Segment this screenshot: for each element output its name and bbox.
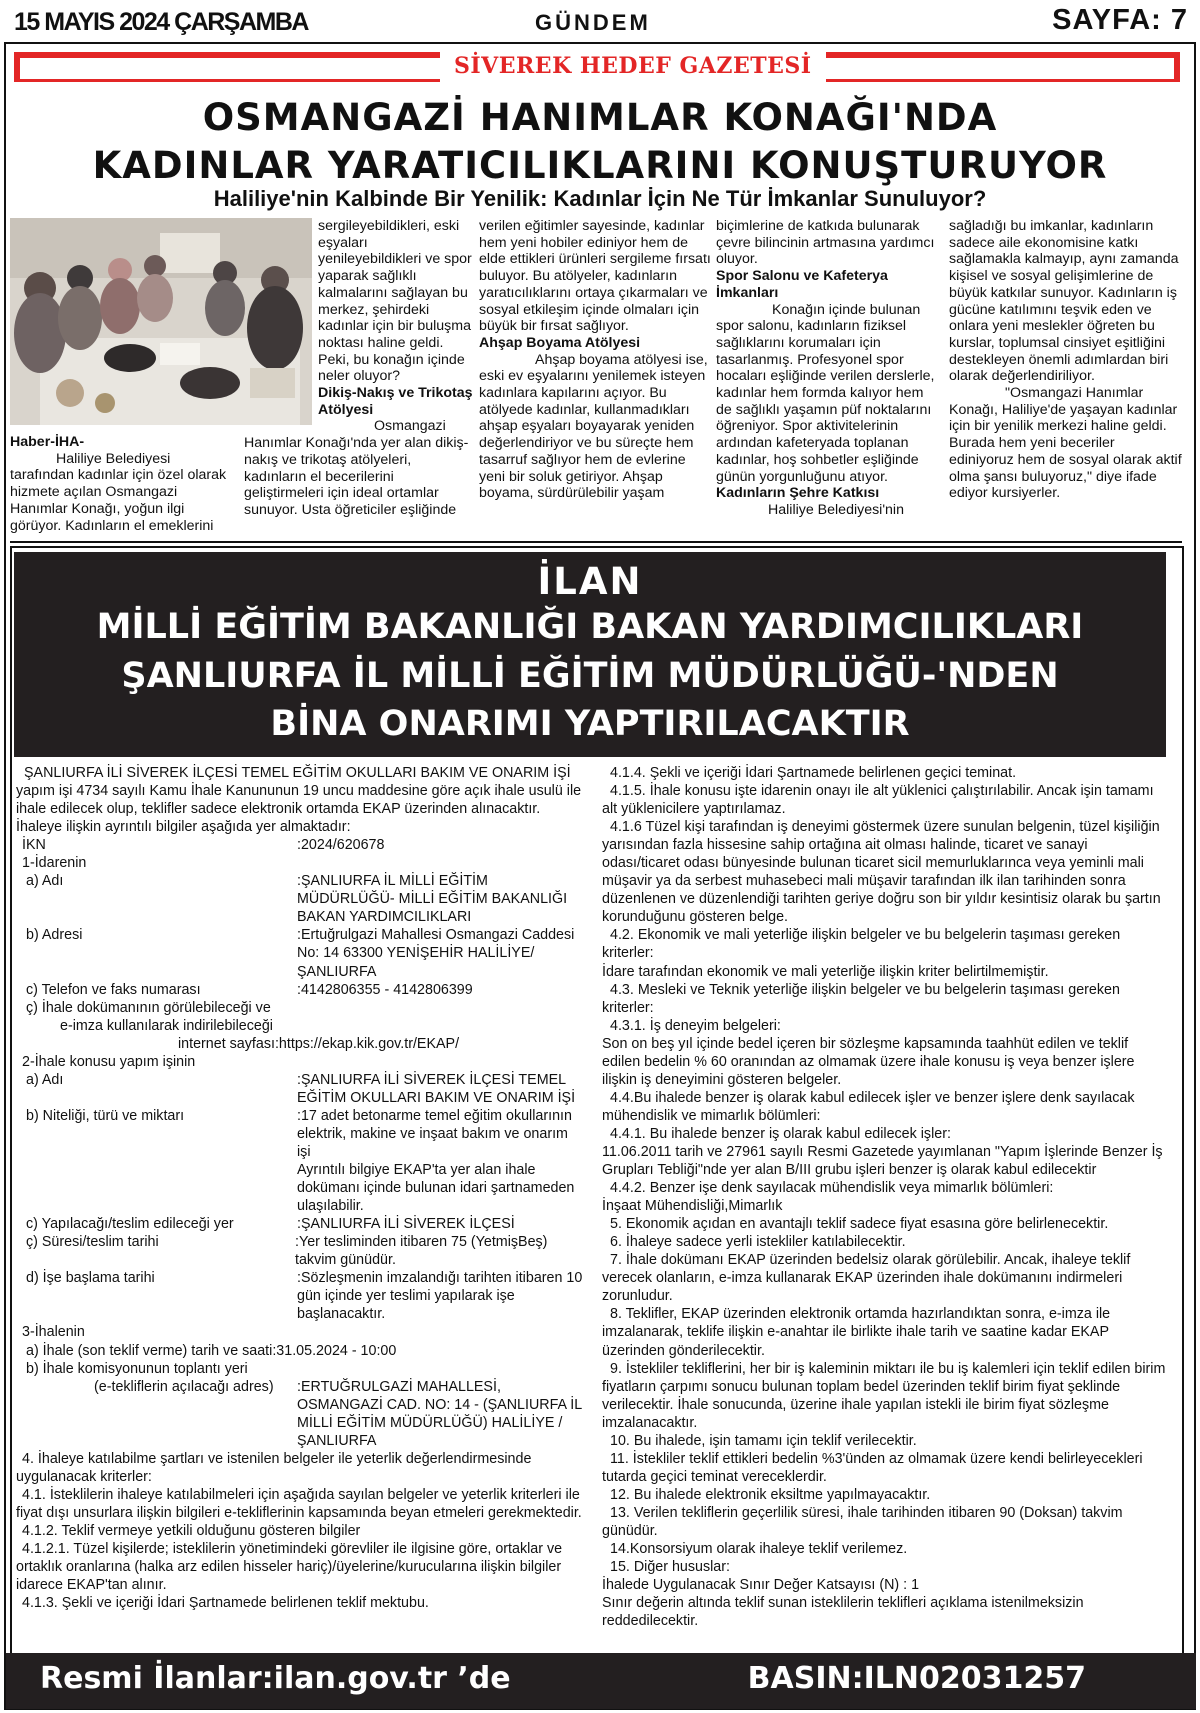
ad-field: a) Adı :ŞANLIURFA İLİ SİVEREK İLÇESİ TEMEL EĞİTİM OKULLARI BAKIM VE ONARIM İŞİ [26,1071,576,1106]
headline-line-1: OSMANGAZİ HANIMLAR KONAĞI'NDA [202,96,998,139]
masthead-title: SİVEREK HEDEF GAZETESİ [440,49,826,83]
ad-text: 4.1.5. İhale konusu işte idarenin onayı ile alt yüklenici çalıştırılabilir. Ancak işin tamamı alt yüklenicilere yaptırılamaz. [602,783,1154,818]
masthead-bar [14,52,1180,82]
ad-text: 8. Teklifler, EKAP üzerinden elektronik ortamda hazırlandıktan sonra, e-imza ile imzalanarak, teklife ilişkin e-anahtar ile birlikte ihale tarih ve saatine kadar EKAP üzerinden gönderilecektir. [602,1306,1111,1359]
ad-field: ç) Süresi/teslim tarihi :Yer tesliminden itibaren 75 (YetmişBeş) takvim günüdür. [26,1234,548,1269]
ad-column-left [16,764,584,1612]
ad-title: İLAN [537,560,643,603]
article-text: "Osmangazi Hanımlar Konağı, Haliliye'de yaşayan kadınlar için bir yenilik merkezi haline geldi. Burada hem yeni beceriler ediniyoruz hem de sosyal olarak aktif olma şansı buluyoruz," diye ifade ediyor kursiyerler. [949,385,1182,502]
ad-text: ç) İhale dokümanının görülebileceği ve [26,999,271,1016]
ad-banner [14,552,1166,757]
footer-bar [6,1653,1196,1709]
article-column-1 [10,434,232,534]
ad-text: İhalede Uygulanacak Sınır Değer Katsayısı (N) : 1 [602,1577,920,1594]
article-text: verilen eğitimler sayesinde, kadınlar hem yeni hobiler ediniyor hem de elde ettikleri ürünleri sergileme fırsatı buluyor. Bu atölyeler, kadınların yaratıcılıklarını ortaya çıkarmaları ve sosyal etkileşim içinde olmaları için büyük bir fırsat sağlıyor. [479,218,711,335]
ad-text: 4.4.Bu ihalede benzer iş olarak kabul edilecek işler ve benzer işlere denk sayılacak mühendislik ve mimarlık bölümleri: [602,1089,1135,1124]
ad-intro: ŞANLIURFA İLİ SİVEREK İLÇESİ TEMEL EĞİTİM OKULLARI BAKIM VE ONARIM İŞİ yapım işi 4734 sayılı Kamu İhale Kanununun 19 uncu maddesine göre açık ihale usulü ile ihale edilecek olup, teklifler sadece elektronik ortamda EKAP üzerinden alınacaktır. İhaleye ilişkin ayrıntılı bilgiler aşağıda yer almaktadır: [16,765,582,836]
ad-text: İnşaat Mühendisliği,Mimarlık [602,1198,783,1215]
ad-text: Ayrıntılı bilgiye EKAP'ta yer alan ihale dokümanı içinde bulunan idari şartnameden ulaşılabilir. [297,1162,575,1215]
ad-text: 5. Ekonomik açıdan en avantajlı teklif sadece fiyat esasına göre belirlenecektir. [610,1216,1109,1233]
footer-basin-code: BASIN:ILN02031257 [747,1661,1086,1696]
ad-column-right [602,764,1167,1630]
ad-field: b) Niteliği, türü ve miktarı :17 adet betonarme temel eğitim okullarının elektrik, makine ve inşaat bakım ve onarım işi [26,1107,572,1160]
ad-field: d) İşe başlama tarihi :Sözleşmenin imzalandığı tarihten itibaren 10 gün içinde yer teslimi yapılarak işe başlanacaktır. [26,1270,583,1323]
article-text: biçimlerine de katkıda bulunarak çevre bilincinin artmasına yardımcı oluyor. [716,218,935,268]
ad-text: internet sayfası:https://ekap.kik.gov.tr/EKAP/ [178,1035,460,1052]
ad-text: 4. İhaleye katılabilme şartları ve istenilen belgeler ile yeterlik değerlendirmesinde uygulanacak kriterler: [16,1450,532,1485]
ad-text: 12. Bu ihalede elektronik eksiltme yapılmayacaktır. [610,1486,931,1503]
ad-section: 3-İhalenin [22,1324,85,1341]
subheading: Ahşap Boyama Atölyesi [479,334,641,351]
article-text: Ahşap boyama atölyesi ise, eski ev eşyalarını yenilemek isteyen kadınlara kapılarını açıyor. Bu atölyede kadınlar, kullanmadıkları ahşap eşyaları boyayarak yeniden değerlendiriyor ve bu süreçte hem tasarruf sağlıyor hem de evlerine yeni bir soluk getiriyor. Ahşap boyama, sürdürülebilir yaşam [479,351,708,502]
article-text: sağladığı bu imkanlar, kadınların sadece aile ekonomisine katkı sağlamakla kalmayıp, aynı zamanda kişisel ve sosyal gelişimlerine de büyük katkılar sunuyor. Kadınların iş gücüne katılımını teşvik eden ve onlara yeni meslekler öğreten bu kurslar, toplumsal cinsiyet eşitliğini destekleyen önemli adımlardan biri olarak değerlendiriliyor. [949,218,1179,385]
ad-text: 15. Diğer hususlar: [610,1559,730,1576]
ad-text: 4.4.2. Benzer işe denk sayılacak mühendislik veya mimarlık bölümleri: [610,1180,1054,1197]
ad-text: 10. Bu ihalede, işin tamamı için teklif verilecektir. [610,1432,917,1449]
article-column-4 [716,218,939,519]
ad-field: c) Telefon ve faks numarası :4142806355 - 4142806399 [26,981,473,998]
article-column-5 [949,218,1183,502]
top-bar [0,0,1200,40]
ad-text: 4.1.2.1. Tüzel kişilerde; isteklilerin yönetimindeki görevliler ile ilgisine göre, ortaklar ve ortaklık oranlarına (halka arz edilen hisseler hariç)/üyelerine/kurucularına ilişkin bilgiler idarece EKAP'tan alınır. [16,1541,563,1594]
divider [10,541,1182,543]
ad-text: Sınır değerin altında teklif sunan isteklilerin teklifleri açıklama istenilmeksizin reddedilecektir. [602,1595,1084,1630]
ad-text: e-imza kullanılarak indirilebileceği [60,1017,273,1034]
ad-text: 4.2. Ekonomik ve mali yeterliğe ilişkin belgeler ve bu belgelerin taşıması gereken kriterler: [602,927,1121,962]
subheading: Spor Salonu ve Kafeterya İmkanları [716,268,888,301]
subheading: Kadınların Şehre Katkısı [716,485,880,502]
ad-text: İdare tarafından ekonomik ve mali yeterliğe ilişkin kriter belirtilmemiştir. [602,963,1049,980]
article-text: Haliliye Belediyesi'nin [768,501,904,518]
ad-text: a) İhale (son teklif verme) tarih ve saati:31.05.2024 - 10:00 [26,1342,397,1359]
subheading: Dikiş-Nakış ve Trikotaş Atölyesi [318,385,473,418]
ad-title-line-3: ŞANLIURFA İL MİLLİ EĞİTİM MÜDÜRLÜĞÜ-'NDEN [121,656,1059,696]
headline-line-2: KADINLAR YARATICILIKLARINI KONUŞTURUYOR [92,144,1108,187]
ad-title-line-4: BİNA ONARIMI YAPTIRILACAKTIR [270,704,910,744]
ad-text: Son on beş yıl içinde bedel içeren bir sözleşme kapsamında taahhüt edilen ve teklif edilen bedelin % 60 oranından az olmamak üzere ihale konusu iş veya benzer işlere ilişkin iş deneyimini gösteren belgeler. [602,1035,1135,1088]
ad-text: 9. İstekliler tekliflerini, her bir iş kaleminin miktarı ile bu iş kalemleri için teklif edilen birim fiyatların çarpımı sonucu bulunan toplam bedel üzerinden teklif birim fiyat şeklinde verilecektir. İhale sonucunda, üzerine ihale yapılan istekli ile birim fiyat sözleşme imzalanacaktır. [602,1360,1166,1431]
subheadline: Haliliye'nin Kalbinde Bir Yenilik: Kadınlar İçin Ne Tür İmkanlar Sunuluyor? [213,186,987,211]
ad-text: 4.1.2. Teklif vermeye yetkili olduğunu gösteren bilgiler [22,1522,361,1539]
byline: Haber-İHA- [10,434,85,450]
ad-section: 2-İhale konusu yapım işinin [22,1053,196,1070]
article-text: sergileyebildikleri, eski eşyaları yenileyebildikleri ve spor yaparak sağlıklı kalmalarını sağlayan bu merkez, şehirdeki kadınlar için bir buluşma noktası haline geldi. Peki, bu konağın içinde neler oluyor? [318,218,472,385]
ad-text: b) İhale komisyonunun toplantı yeri [26,1360,248,1377]
ad-field: a) Adı :ŞANLIURFA İL MİLLİ EĞİTİM MÜDÜRLÜĞÜ- MİLLİ EĞİTİM BAKANLIĞI BAKAN YARDIMCILIKLARI [26,873,568,926]
ad-text: 4.1.6 Tüzel kişi tarafından iş deneyimi göstermek üzere sunulan belgenin, tüzel kişiliğin yarısından fazla hissesine sahip ortağına ait olması halinde, ticaret ve sanayi odası/ticaret odası bünyesinde bulunan ticaret sicil memurluklarınca veya yeminli mali müşavir ya da serbest muhasebeci mali müşavir tarafından ilk ilan tarihinden sonra düzenlenen ve düzenlendiği tarihten geriye doğru son bir yıldır kesintisiz olarak bu şartın korunduğunu gösteren belge. [602,819,1161,926]
ad-text: 4.1. İsteklilerin ihaleye katılabilmeleri için aşağıda sayılan belgeler ve yeterlik kriterleri ile fiyat dışı unsurlara ilişkin bilgileri e-tekliflerinin kapsamında beyan etmeleri gerekmektedir. [16,1486,582,1521]
ad-section: 1-İdarenin [22,855,87,872]
ad-text: 4.3.1. İş deneyim belgeleri: [610,1017,781,1034]
ad-text: 4.1.4. Şekli ve içeriği İdari Şartnamede belirlenen geçici teminat. [610,765,1017,781]
issue-date: 15 MAYIS 2024 ÇARŞAMBA [14,8,308,36]
ad-title-line-2: MİLLİ EĞİTİM BAKANLIĞI BAKAN YARDIMCILIKLARI [96,607,1084,647]
section-name: GÜNDEM [535,10,651,35]
ad-field: c) Yapılacağı/teslim edileceği yer :ŞANLIURFA İLİ SİVEREK İLÇESİ [26,1216,515,1233]
ad-text: 4.4.1. Bu ihalede benzer iş olarak kabul edilecek işler: [610,1125,951,1142]
page-number: SAYFA: 7 [1052,4,1188,36]
ad-field: (e-tekliflerin açılacağı adres) :ERTUĞRULGAZİ MAHALLESİ, OSMANGAZİ CAD. NO: 14 - (ŞANLIURFA İL MİLLİ EĞİTİM MÜDÜRLÜĞÜ) HALİLİYE / ŞANLIURFA [94,1378,582,1449]
ad-text: 14.Konsorsiyum olarak ihaleye teklif verilemez. [610,1541,908,1558]
article-text: Konağın içinde bulunan spor salonu, kadınların fiziksel sağlıklarını korumaları için tasarlanmış. Profesyonel spor hocaları eşliğinde verilen derslerle, kadınlar hem formda kalıyor hem de sağlıklı yaşamın püf noktalarını öğreniyor. Spor aktivitelerinin ardından kafeteryada toplanan kadınlar, hoş sohbetler eşliğinde günün yorgunluğunu atıyor. [716,301,935,485]
ad-text: 13. Verilen tekliflerin geçerlilik süresi, ihale tarihinden itibaren 90 (Doksan) takvim günüdür. [602,1504,1123,1539]
ad-text: 11.06.2011 tarih ve 27961 sayılı Resmi Gazetede yayımlanan "Yapım İşlerinde Benzer İş Grupları Tebliği"nde yer alan B/III grubu işleri benzer iş olarak kabul edilecektir [602,1143,1163,1179]
ad-text: 7. İhale dokümanı EKAP üzerinden bedelsiz olarak görülebilir. Ancak, ihaleye teklif verecek olanların, e-imza kullanarak EKAP üzerinden ihale dokümanını indirmeleri zorunludur. [602,1252,1131,1305]
ad-text: 4.1.3. Şekli ve içeriği İdari Şartnamede belirlenen teklif mektubu. [22,1595,429,1612]
ad-text: 6. İhaleye sadece yerli istekliler katılabilecektir. [610,1234,906,1251]
article-text: Haliliye Belediyesi tarafından kadınlar için özel olarak hizmete açılan Osmangazi Hanımlar Konağı, yoğun ilgi görüyor. Kadınların el emeklerini [10,450,227,534]
ad-text: 4.3. Mesleki ve Teknik yeterliğe ilişkin belgeler ve bu belgelerin taşıması gereken kriterler: [602,981,1120,1016]
ad-text: 11. İstekliler teklif ettikleri bedelin %3'ünden az olmamak üzere kendi belirleyecekleri tutarda geçici teminat vereceklerdir. [602,1450,1143,1485]
ad-field: b) Adresi :Ertuğrulgazi Mahallesi Osmangazi Caddesi No: 14 63300 YENİŞEHİR HALİLİYE/ŞANLIURFA [26,927,575,980]
ad-field-ikn: İKN :2024/620678 [22,837,385,854]
article-column-2 [244,218,473,519]
article-text: Osmangazi Hanımlar Konağı'nda yer alan dikiş-nakış ve trikotaş atölyeleri, kadınların el becerilerini geliştirmeleri için ideal ortamlar sunuyor. Usta öğreticiler eşliğinde [244,418,469,518]
article-column-3 [479,218,712,502]
footer-ilan-link: Resmi İlanlar:ilan.gov.tr ’de [40,1661,511,1696]
